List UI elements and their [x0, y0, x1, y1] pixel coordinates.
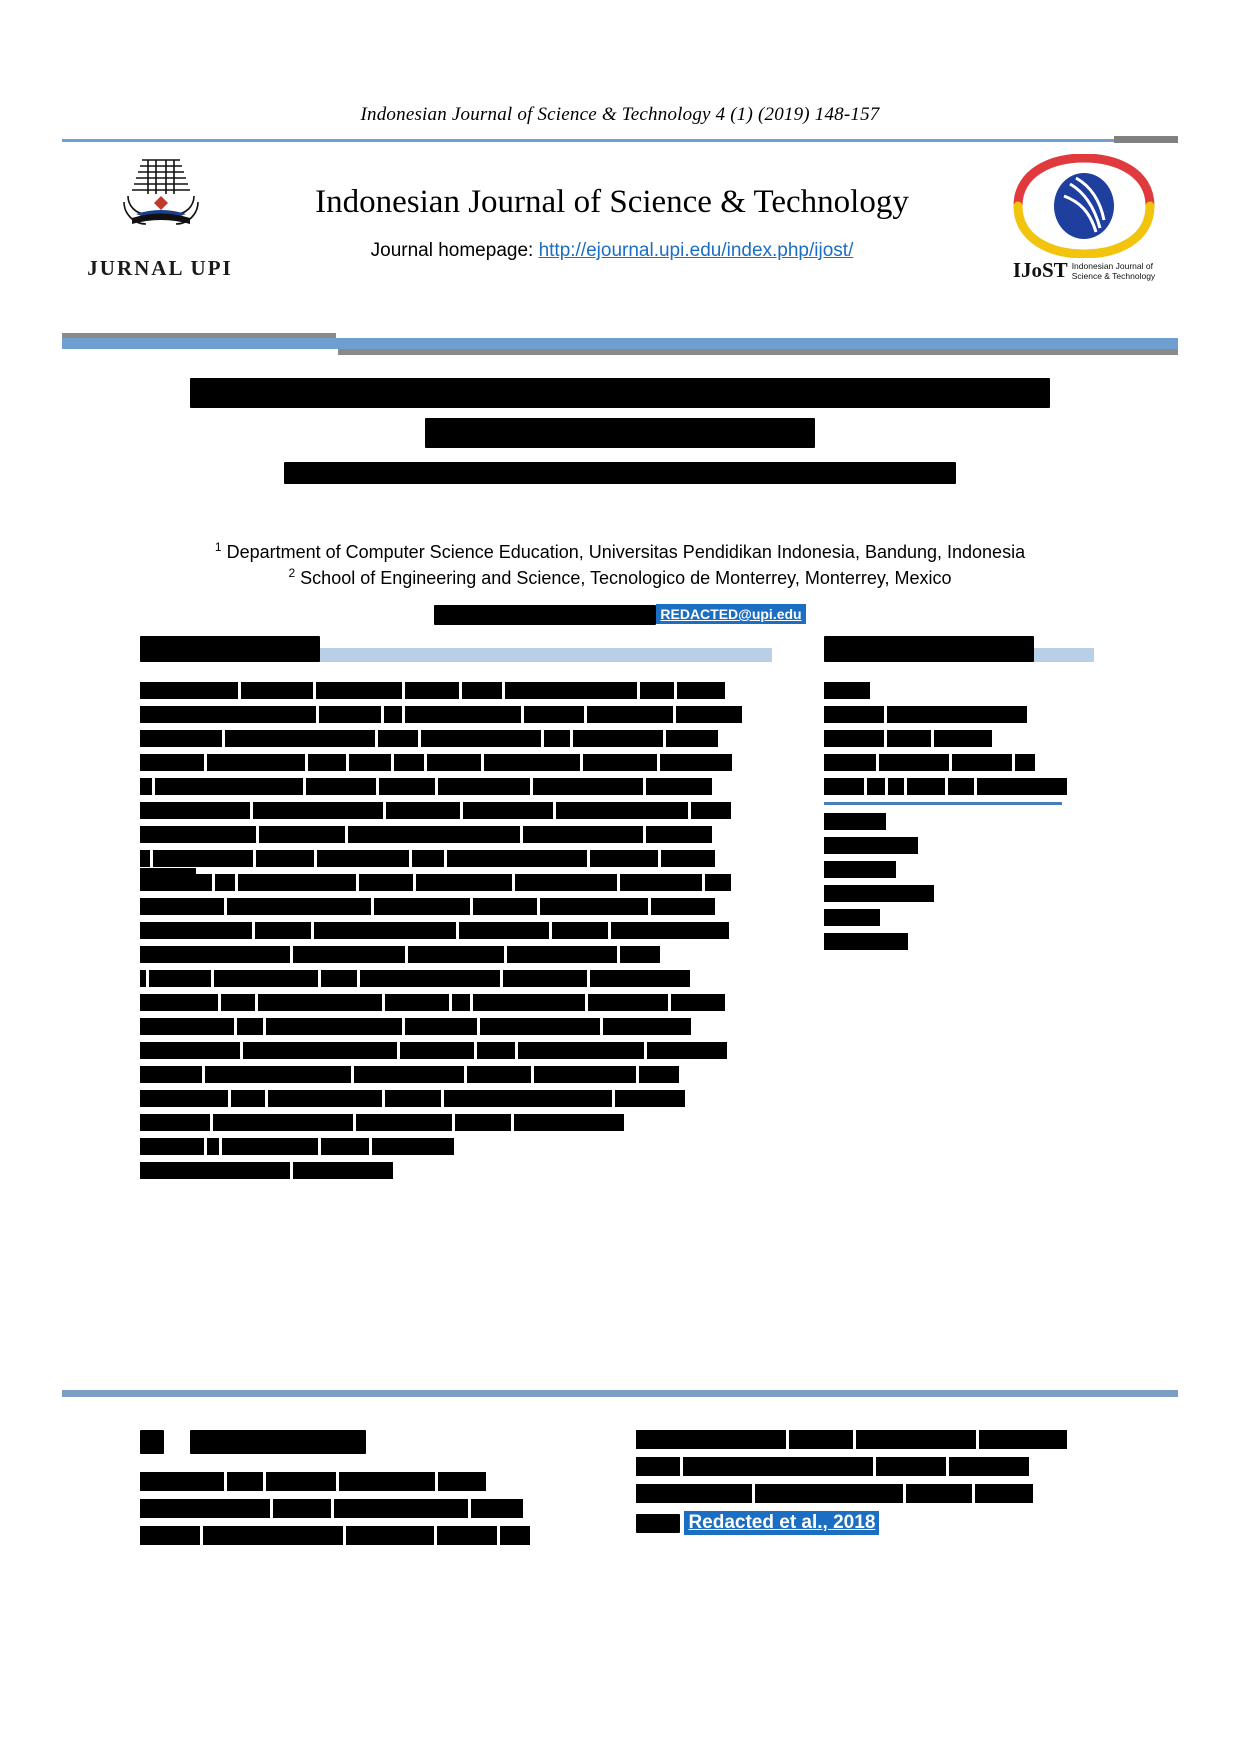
redaction-block — [544, 730, 570, 747]
redaction-block — [405, 682, 459, 699]
redacted-text-line — [140, 850, 772, 867]
redacted-text-line — [140, 970, 772, 987]
redacted-text-line — [824, 909, 1094, 926]
redacted-text-line — [140, 1114, 772, 1131]
affiliation-2-text: School of Engineering and Science, Tecnologico de Monterrey, Monterrey, Mexico — [300, 568, 952, 588]
redaction-block — [888, 778, 904, 795]
redaction-block — [640, 682, 674, 699]
section-separator-rule — [62, 1390, 1178, 1397]
article-authors-line — [0, 462, 1240, 484]
redaction-block — [473, 898, 537, 915]
ijost-logo — [1000, 154, 1168, 294]
redaction-block — [293, 1162, 393, 1179]
citation-line — [636, 1511, 1096, 1535]
article-title-line-2 — [0, 418, 1240, 448]
running-head: Indonesian Journal of Science & Technology 4 (1) (2019) 148-157 — [360, 104, 880, 125]
redaction-block — [140, 970, 146, 987]
redacted-text-line — [140, 1472, 590, 1491]
affiliation-1-text: Department of Computer Science Education, Universitas Pendidikan Indonesia, Bandung, Indonesia — [226, 542, 1026, 562]
redaction-block — [273, 1499, 331, 1518]
redaction-block — [583, 754, 657, 771]
redaction-block — [615, 1090, 685, 1107]
upi-logo — [70, 152, 250, 292]
redacted-text-line — [636, 1430, 1096, 1449]
redaction-block — [646, 778, 712, 795]
top-rule-grey-cap — [1114, 136, 1178, 143]
redaction-block — [471, 1499, 523, 1518]
redaction-block — [505, 682, 637, 699]
redaction-block — [321, 970, 357, 987]
redaction-block — [140, 1114, 210, 1131]
redaction-block — [207, 754, 305, 771]
redaction-block — [573, 730, 663, 747]
article-info-divider — [824, 802, 1062, 805]
redaction-block — [683, 1457, 873, 1476]
redaction-block — [789, 1430, 853, 1449]
redaction-block — [266, 1472, 336, 1491]
redaction-block — [258, 994, 382, 1011]
redaction-block — [507, 946, 617, 963]
redaction-block — [140, 1066, 202, 1083]
redaction-block — [934, 730, 992, 747]
redacted-text-line — [824, 754, 1094, 771]
redaction-block — [213, 1114, 353, 1131]
redaction-block — [636, 1457, 680, 1476]
article-info-body — [824, 682, 1094, 795]
redaction-block — [503, 970, 587, 987]
redaction-block — [405, 1018, 477, 1035]
redaction-block — [824, 909, 880, 926]
journal-masthead — [62, 152, 1178, 297]
journal-title: Indonesian Journal of Science & Technology — [315, 184, 909, 220]
redaction-block — [153, 850, 253, 867]
redaction-block — [444, 1090, 612, 1107]
redaction-block — [887, 706, 1027, 723]
redaction-block — [666, 730, 718, 747]
redaction-block — [824, 837, 918, 854]
redaction-block — [463, 802, 553, 819]
redaction-block — [660, 754, 732, 771]
redacted-text-line — [140, 1162, 772, 1179]
introduction-left-body — [140, 1472, 590, 1545]
redaction-block — [705, 874, 731, 891]
redaction-block — [500, 1526, 530, 1545]
redacted-text-line — [140, 994, 772, 1011]
redaction-block — [255, 922, 311, 939]
introduction-column-left — [140, 1430, 590, 1553]
redaction-block — [400, 1042, 474, 1059]
redaction-block — [691, 802, 731, 819]
redaction-block — [620, 874, 702, 891]
redaction-block — [266, 1018, 402, 1035]
redaction-block — [308, 754, 346, 771]
redacted-text-line — [824, 730, 1094, 747]
redacted-text-line — [140, 802, 772, 819]
redaction-block — [348, 826, 520, 843]
redaction-block — [237, 1018, 263, 1035]
abstract-heading-redacted — [140, 636, 320, 662]
article-info-heading-redacted — [824, 636, 1034, 662]
redaction-block — [378, 730, 418, 747]
redaction-block — [588, 994, 668, 1011]
redaction-block — [359, 874, 413, 891]
redaction-block — [306, 778, 376, 795]
redaction-block — [534, 1066, 636, 1083]
redacted-text-line — [824, 885, 1094, 902]
redaction-block — [140, 682, 238, 699]
redaction-block — [140, 1090, 228, 1107]
redaction-block — [140, 1138, 204, 1155]
redaction-block — [259, 826, 345, 843]
redaction-block — [243, 1042, 397, 1059]
redaction-block — [824, 933, 908, 950]
redaction-block — [227, 1472, 263, 1491]
redaction-block — [222, 1138, 318, 1155]
introduction-heading-redacted — [140, 1430, 590, 1454]
redaction-block — [427, 754, 481, 771]
redaction-block — [238, 874, 356, 891]
redaction-block — [677, 682, 725, 699]
redaction-block — [523, 826, 643, 843]
keywords-body — [824, 813, 1094, 950]
redaction-block — [140, 730, 222, 747]
redaction-block — [462, 682, 502, 699]
redaction-block — [421, 730, 541, 747]
ijost-wordmark — [1000, 258, 1168, 283]
redaction-block — [611, 922, 729, 939]
redaction-block — [515, 874, 617, 891]
affiliation-2-marker: 2 — [288, 566, 296, 580]
redacted-text-line — [140, 826, 772, 843]
affiliation-2 — [0, 560, 1240, 591]
journal-homepage — [252, 240, 972, 262]
redaction-block — [140, 946, 290, 963]
redaction-block — [225, 730, 375, 747]
redaction-block — [620, 946, 660, 963]
upi-tower-icon — [118, 152, 204, 238]
introduction-right-body — [636, 1430, 1096, 1503]
redaction-block — [975, 1484, 1033, 1503]
redaction-block — [256, 850, 314, 867]
redaction-block — [473, 994, 585, 1011]
redacted-text-line — [636, 1457, 1096, 1476]
redacted-text-line — [140, 898, 772, 915]
redaction-block — [385, 1090, 441, 1107]
redaction-block — [824, 813, 886, 830]
redacted-text-line — [824, 682, 1094, 699]
redacted-text-line — [140, 1499, 590, 1518]
redaction-block — [824, 778, 864, 795]
redaction-block — [316, 682, 402, 699]
redaction-block — [416, 874, 512, 891]
article-info-column — [824, 648, 1094, 957]
redaction-block — [671, 994, 725, 1011]
redacted-text-line — [140, 682, 772, 699]
redaction-block — [405, 706, 521, 723]
redaction-block — [140, 1499, 270, 1518]
homepage-label: Journal homepage: — [370, 240, 534, 261]
redaction-block — [556, 802, 688, 819]
redaction-block — [977, 778, 1067, 795]
redaction-block — [346, 1526, 434, 1545]
redacted-text-line — [824, 933, 1094, 950]
redaction-block — [879, 754, 949, 771]
redaction-block — [339, 1472, 435, 1491]
redaction-block — [755, 1484, 903, 1503]
redaction-block — [384, 706, 402, 723]
redaction-block — [412, 850, 444, 867]
abstract-column — [140, 648, 772, 1186]
redaction-block — [408, 946, 504, 963]
article-title-line-1 — [0, 378, 1240, 408]
redaction-block — [636, 1430, 786, 1449]
redaction-block — [140, 1018, 234, 1035]
correspondence-email-link[interactable]: REDACTED@upi.edu — [656, 604, 805, 624]
redaction-block — [524, 706, 584, 723]
redacted-text-line — [140, 1042, 772, 1059]
redaction-block — [590, 850, 658, 867]
redaction-block — [587, 706, 673, 723]
redaction-block — [140, 1526, 200, 1545]
redaction-block — [647, 1042, 727, 1059]
redaction-block — [155, 778, 303, 795]
redaction-block — [540, 898, 648, 915]
article-title-block — [0, 378, 1240, 484]
upi-wordmark: JURNAL UPI — [87, 256, 233, 280]
redaction-block — [385, 994, 449, 1011]
redacted-text-line — [140, 874, 772, 891]
redaction-block — [979, 1430, 1067, 1449]
redaction-block — [603, 1018, 691, 1035]
redaction-block — [214, 970, 318, 987]
redacted-text-line — [140, 946, 772, 963]
ijost-wordmark-sub1: Indonesian Journal of — [1071, 260, 1153, 271]
redaction-block — [552, 922, 608, 939]
redacted-text-line — [140, 1018, 772, 1035]
redaction-block — [140, 778, 152, 795]
redaction-block — [227, 898, 371, 915]
redaction-block — [221, 994, 255, 1011]
top-rule — [62, 139, 1115, 142]
redaction-block — [651, 898, 715, 915]
redaction-block — [215, 874, 235, 891]
redaction-block — [317, 850, 409, 867]
redacted-text-line — [824, 778, 1094, 795]
redaction-block — [438, 778, 530, 795]
redaction-block — [676, 706, 742, 723]
redaction-block — [140, 1472, 224, 1491]
redaction-block — [636, 1484, 752, 1503]
redaction-block — [467, 1066, 531, 1083]
redaction-block — [356, 1114, 452, 1131]
introduction-column-right — [636, 1430, 1096, 1535]
redaction-block — [437, 1526, 497, 1545]
redaction-block — [360, 970, 500, 987]
ijost-wordmark-sub2: Science & Technology — [1071, 270, 1156, 281]
redaction-block — [203, 1526, 343, 1545]
redaction-block — [372, 1138, 454, 1155]
redaction-block — [518, 1042, 644, 1059]
citation-link[interactable]: Redacted et al., 2018 — [684, 1511, 879, 1535]
redacted-text-line — [140, 922, 772, 939]
redaction-block — [140, 898, 224, 915]
redaction-block — [590, 970, 690, 987]
redaction-block — [484, 754, 580, 771]
redaction-block — [948, 778, 974, 795]
redacted-text-line — [824, 861, 1094, 878]
ijost-wordmark-main: IJoST — [1012, 258, 1068, 282]
redaction-block — [856, 1430, 976, 1449]
redaction-block — [149, 970, 211, 987]
redaction-block — [241, 682, 313, 699]
redaction-block — [824, 754, 876, 771]
redaction-block — [907, 778, 945, 795]
redaction-block — [438, 1472, 486, 1491]
redaction-block — [354, 1066, 464, 1083]
redaction-block — [949, 1457, 1029, 1476]
redaction-block — [824, 706, 884, 723]
redaction-block — [140, 994, 218, 1011]
redaction-block — [646, 826, 712, 843]
redaction-block — [661, 850, 715, 867]
redaction-block — [452, 994, 470, 1011]
redacted-text-line — [140, 1090, 772, 1107]
redaction-block — [1015, 754, 1035, 771]
redaction-block — [231, 1090, 265, 1107]
redaction-block — [334, 1499, 468, 1518]
redaction-block — [140, 1042, 240, 1059]
redaction-block — [824, 682, 870, 699]
affiliation-1-marker: 1 — [214, 540, 222, 554]
redacted-text-line — [140, 1526, 590, 1545]
redaction-block — [140, 874, 212, 891]
correspondence-line — [0, 604, 1240, 625]
redaction-block — [455, 1114, 511, 1131]
redaction-block — [514, 1114, 624, 1131]
redacted-text-line — [824, 706, 1094, 723]
redaction-block — [374, 898, 470, 915]
redacted-text-line — [824, 837, 1094, 854]
redaction-block — [207, 1138, 219, 1155]
redacted-text-line — [824, 813, 1094, 830]
redacted-text-line — [636, 1484, 1096, 1503]
redacted-text-line — [140, 754, 772, 771]
redaction-block — [205, 1066, 351, 1083]
redaction-block — [639, 1066, 679, 1083]
redaction-block — [447, 850, 587, 867]
redaction-block — [459, 922, 549, 939]
redaction-block — [824, 861, 896, 878]
redaction-block — [379, 778, 435, 795]
redaction-block — [533, 778, 643, 795]
redaction-block — [394, 754, 424, 771]
redaction-block — [824, 730, 884, 747]
redaction-block — [824, 885, 934, 902]
redaction-block — [140, 1162, 290, 1179]
redaction-block — [480, 1018, 600, 1035]
masthead-rule-blue — [62, 338, 1178, 349]
redaction-block — [867, 778, 885, 795]
redaction-block — [386, 802, 460, 819]
redacted-text-line — [140, 1138, 772, 1155]
redacted-text-line — [140, 706, 772, 723]
redaction-block — [253, 802, 383, 819]
redacted-text-line — [140, 778, 772, 795]
redaction-block — [140, 706, 316, 723]
redaction-block — [477, 1042, 515, 1059]
article-info-heading-bar — [824, 648, 1094, 662]
redaction-block — [140, 754, 204, 771]
redaction-block — [321, 1138, 369, 1155]
redaction-block — [140, 922, 252, 939]
redaction-block — [319, 706, 381, 723]
redaction-block — [140, 802, 250, 819]
redaction-block — [140, 850, 150, 867]
redaction-block — [140, 826, 256, 843]
homepage-link[interactable]: http://ejournal.upi.edu/index.php/ijost/ — [538, 240, 854, 261]
abstract-body — [140, 682, 772, 1179]
redaction-block — [314, 922, 456, 939]
abstract-heading-bar — [140, 648, 772, 662]
redacted-text-line — [140, 730, 772, 747]
redaction-block — [268, 1090, 382, 1107]
redaction-block — [906, 1484, 972, 1503]
ijost-globe-icon — [1008, 154, 1160, 258]
redacted-text-line — [140, 1066, 772, 1083]
redaction-block — [293, 946, 405, 963]
redaction-block — [349, 754, 391, 771]
redaction-block — [876, 1457, 946, 1476]
redaction-block — [952, 754, 1012, 771]
redaction-block — [887, 730, 931, 747]
